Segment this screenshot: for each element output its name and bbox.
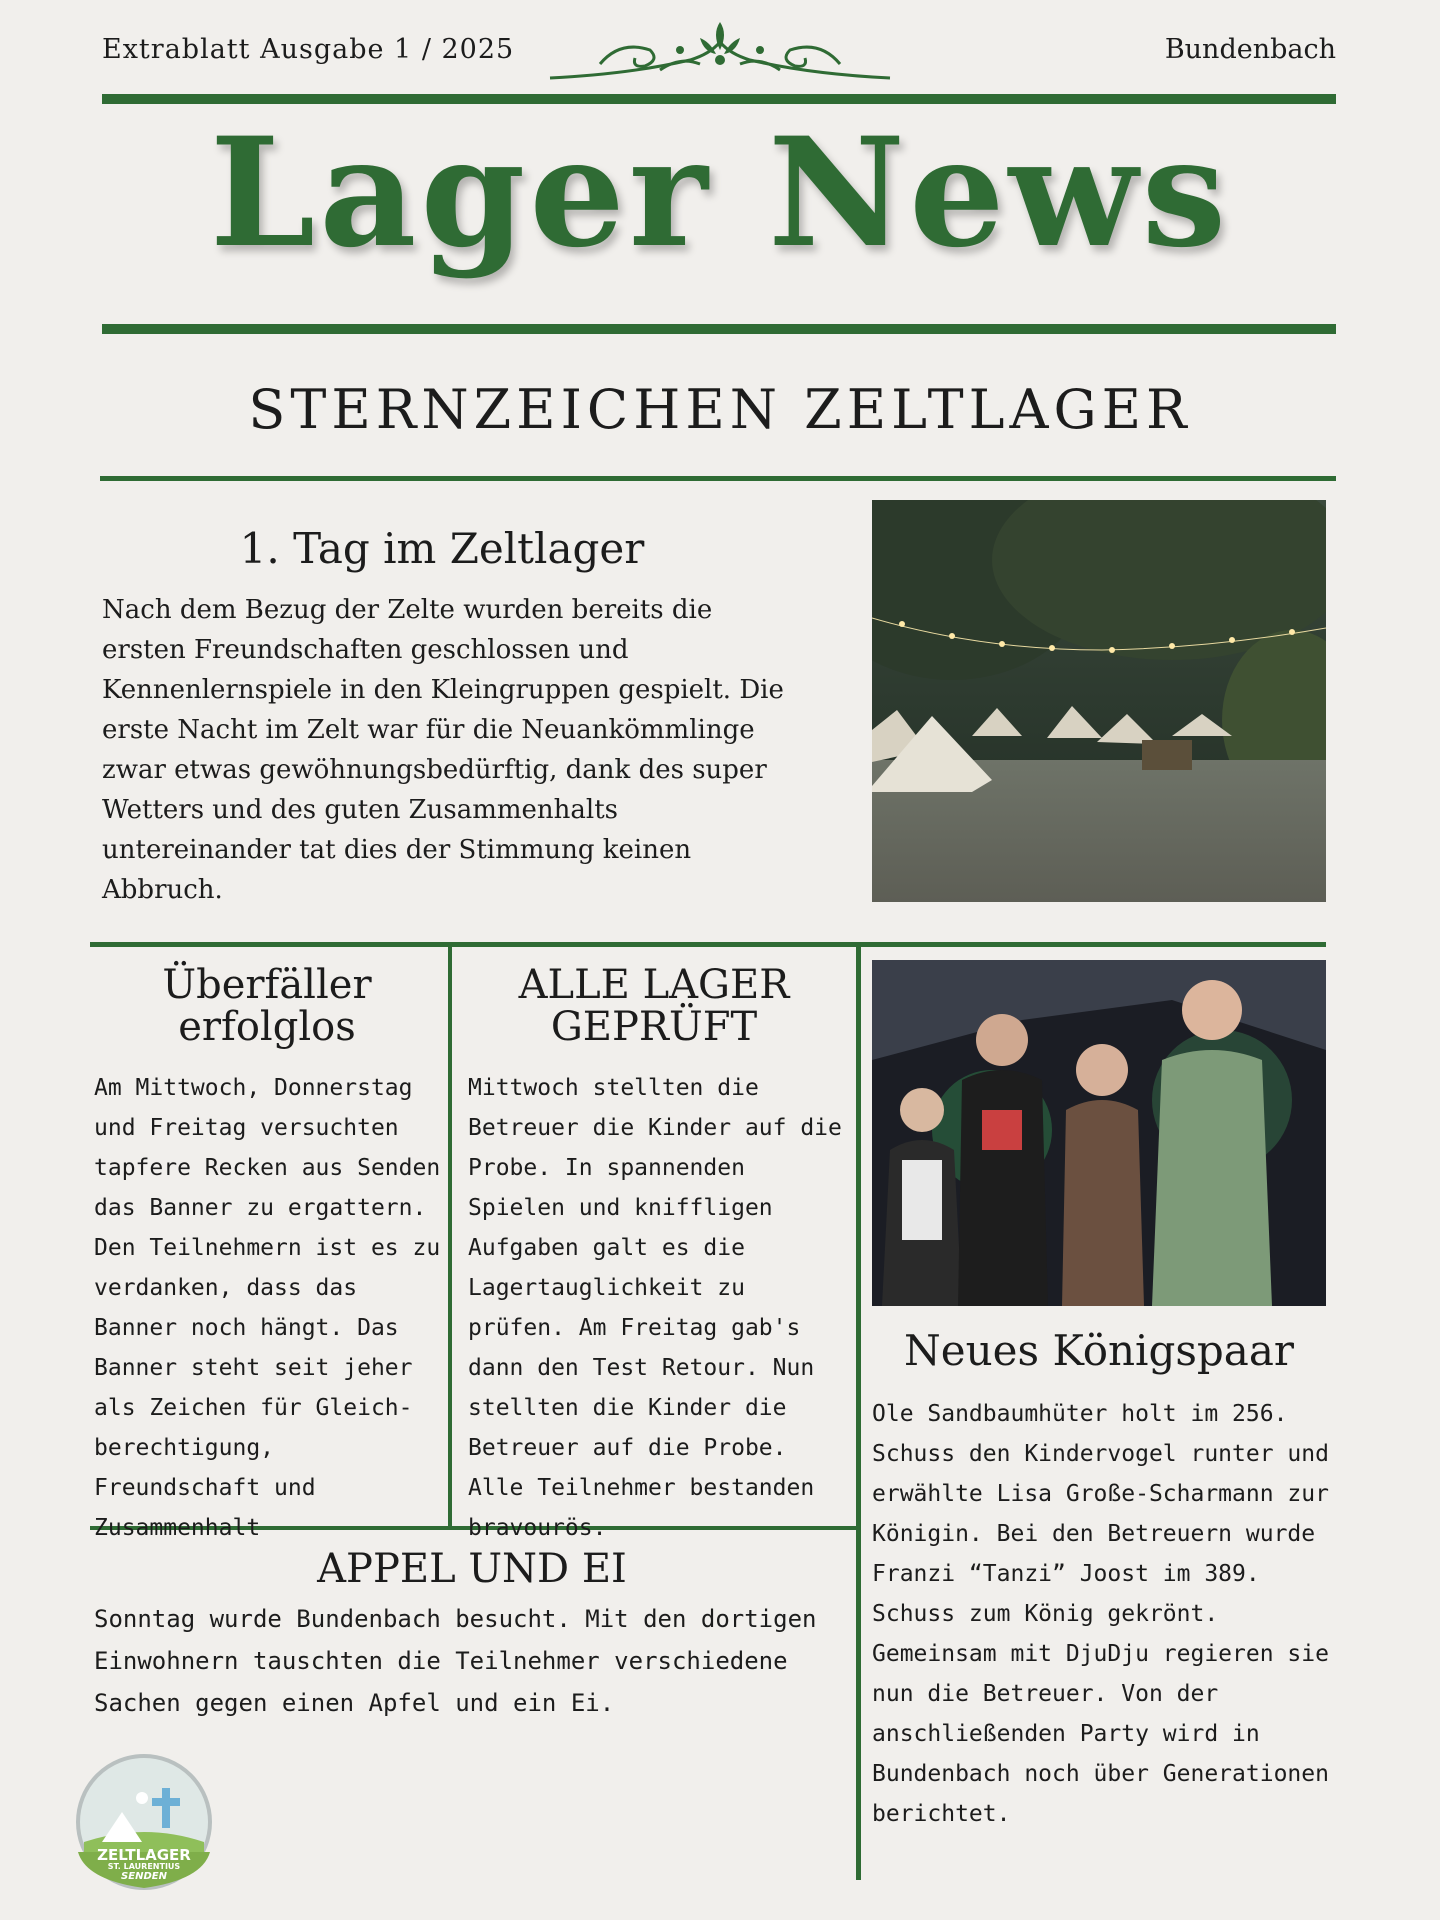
column-divider-1 — [448, 946, 452, 1526]
column-divider-2 — [856, 946, 861, 1880]
top-rule — [102, 94, 1336, 104]
section-rule — [90, 942, 1326, 947]
article2-title-line2: erfolglos — [178, 1004, 356, 1050]
article3-body: Mittwoch stellten die Betreuer die Kinder auf die Probe. In spannenden Spielen und kniffligen Aufgaben galt es die Lagertauglichkeit zu prüfen. Am Freitag gab's dann den Test Retour. Nun stellten die Kinder die Betreuer auf die Probe. Alle Teilnehmer bestanden bravourös. — [468, 1075, 842, 1541]
royal-couple-photo — [872, 960, 1326, 1306]
article5-body: Ole Sandbaumhüter holt im 256. Schuss den Kindervogel runter und erwählte Lisa Große-Scharmann zur Königin. Bei den Betreuern wurde Franzi “Tanzi” Joost im 389. Schuss zum König gekrönt. Gemeinsam mit DjuDju regieren sie nun die Betreuer. Von der anschließenden Party wird in Bundenbach noch über Generationen berichtet. — [872, 1401, 1329, 1827]
place-label: Bundenbach — [1164, 34, 1336, 65]
article3-title-line2: GEPRÜFT — [550, 1004, 758, 1050]
logo-line2: ST. LAURENTIUS — [107, 1862, 181, 1871]
article1-title: 1. Tag im Zeltlager — [239, 524, 645, 573]
edition-label: Extrablatt Ausgabe 1 / 2025 — [102, 34, 515, 65]
article2-body: Am Mittwoch, Donnerstag und Freitag versuchten tapfere Recken aus Senden das Banner zu ergattern. Den Teilnehmern ist es zu verdanken, dass das Banner noch hängt. Das Banner steht seit jeher als Zeichen für Gleich-berechtigung, Freundschaft und Zusammenhalt — [94, 1075, 441, 1541]
masthead-title: Lager News — [209, 105, 1231, 281]
article2-title-line1: Überfäller — [162, 962, 372, 1008]
tent-camp-photo — [872, 500, 1326, 902]
camp-logo-icon — [74, 1752, 214, 1892]
logo-line1: ZELTLAGER — [97, 1846, 191, 1864]
article4-title: APPEL UND EI — [317, 1546, 627, 1592]
article3-title — [456, 964, 852, 1048]
article3-title-line1: ALLE LAGER — [518, 962, 790, 1008]
article1-body: Nach dem Bezug der Zelte wurden bereits die ersten Freundschaften geschlossen und Kennenlernspiele in den Kleingruppen gespielt. Die erste Nacht im Zelt war für die Neuankömmlinge zwar etwas gewöhnungsbedürftig, dank des super Wetters und des guten Zusammenhalts untereinander tat dies der Stimmung keinen Abbruch. — [102, 595, 784, 905]
article5-title: Neues Königspaar — [904, 1326, 1294, 1375]
article2-title — [92, 964, 442, 1048]
article4-body: Sonntag wurde Bundenbach besucht. Mit den dortigen Einwohnern tauschten die Teilnehmer verschiedene Sachen gegen einen Apfel und ein Ei. — [94, 1605, 817, 1717]
subhead-title: STERNZEICHEN ZELTLAGER — [248, 378, 1192, 441]
masthead-rule — [102, 324, 1336, 334]
flourish-ornament-icon — [540, 20, 900, 84]
logo-line3: SENDEN — [121, 1871, 167, 1882]
subhead-rule — [100, 476, 1336, 481]
